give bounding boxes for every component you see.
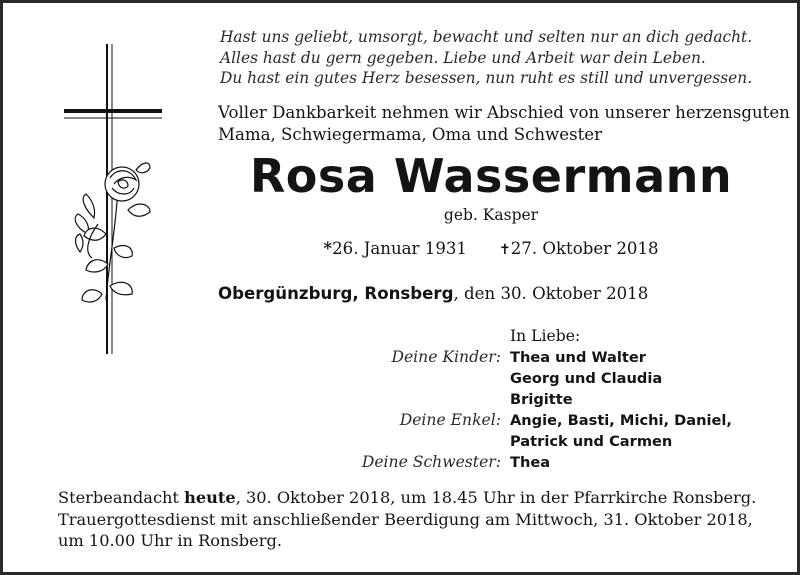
- service-line: [58, 487, 756, 509]
- place-date: [218, 284, 648, 303]
- service-today: heute: [184, 488, 236, 507]
- death-cross-icon: ✝: [499, 242, 511, 258]
- service-line: um 10.00 Uhr in Ronsberg.: [58, 531, 282, 550]
- intro-line: Voller Dankbarkeit nehmen wir Abschied von unserer herzensguten: [218, 103, 790, 122]
- deceased-name: Rosa Wassermann: [249, 149, 733, 203]
- maiden-name: geb. Kasper: [443, 206, 539, 224]
- place-towns: Obergünzburg, Ronsberg: [218, 284, 454, 303]
- life-dates: [218, 238, 764, 258]
- service-text: , 30. Oktober 2018, um 18.45 Uhr in der Pfarrkirche Ronsberg.: [235, 488, 757, 507]
- children-name: Georg und Claudia: [510, 370, 663, 387]
- service-info: [58, 487, 756, 552]
- birth-star-icon: *: [323, 238, 333, 258]
- place-date-text: , den 30. Oktober 2018: [453, 284, 649, 303]
- children-name: Brigitte: [510, 391, 573, 408]
- intro-text: [218, 102, 790, 146]
- grandchildren-names: Patrick und Carmen: [510, 433, 673, 450]
- poem-line: Alles hast du gern gegeben. Liebe und Arbeit war dein Leben.: [220, 48, 706, 67]
- mourners-list: [218, 326, 778, 473]
- service-text: Sterbeandacht: [58, 488, 185, 507]
- poem-line: Du hast ein gutes Herz besessen, nun ruht es still und unvergessen.: [220, 69, 753, 87]
- rose-icon: [75, 163, 150, 302]
- children-name: Thea und Walter: [510, 349, 646, 366]
- birth-date: 26. Januar 1931: [332, 239, 467, 258]
- death-date: 27. Oktober 2018: [510, 239, 659, 258]
- grandchildren-label: Deine Enkel:: [399, 411, 501, 429]
- sister-label: Deine Schwester:: [361, 453, 501, 471]
- poem-line: Hast uns geliebt, umsorgt, bewacht und selten nur an dich gedacht.: [220, 28, 753, 46]
- grandchildren-names: Angie, Basti, Michi, Daniel,: [510, 412, 732, 429]
- intro-line: Mama, Schwiegermama, Oma und Schwester: [218, 125, 603, 144]
- children-label: Deine Kinder:: [391, 348, 501, 366]
- poem: [220, 27, 752, 89]
- mourners-intro: In Liebe:: [510, 327, 581, 345]
- service-line: Trauergottesdienst mit anschließender Beerdigung am Mittwoch, 31. Oktober 2018,: [58, 509, 753, 529]
- cross-with-rose-icon: [58, 38, 168, 358]
- sister-name: Thea: [510, 454, 551, 471]
